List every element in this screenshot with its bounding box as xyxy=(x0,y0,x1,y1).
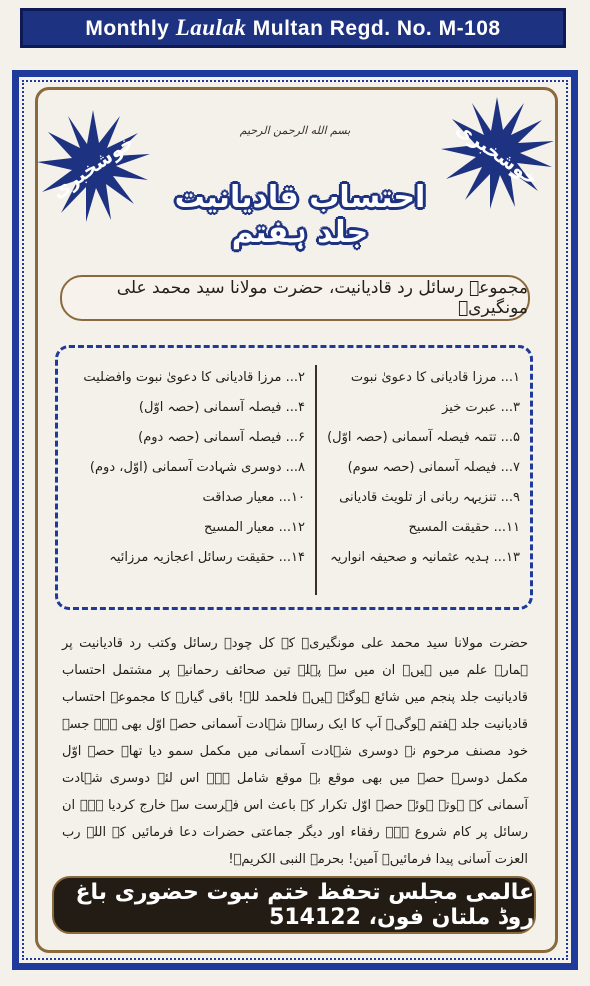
contents-item: ۱۳... ہدیہ عثمانیہ و صحیفہ انواریہ xyxy=(330,550,520,565)
masthead-bar xyxy=(20,8,566,48)
description-paragraph: حضرت مولانا سید محمد علی مونگیریؒ کے کل چودہ رسائل وکتب رد قادیانیت پر ہمارے علم میں ہیں۔ ان میں سے پہلے تین صحائف رحمانیہ پر مشتمل احتساب قادیانیت جلد پنجم میں شائع ہوگئے ہیں۔ فلحمد للہ! باقی گیارہ کا مجموعہ احتساب قادیانیت جلد ہفتم ہوگی۔ آپ کا ایک رسالہ شہادت آسمانی حصہ اوّل بھی ہے۔ جسے خود مصنف مرحوم نے دوسری شہادت آسمانی میں مکمل سمو دیا تھا۔ حصہ اوّل مکمل دوسرے حصہ میں بھی موقع بہ موقع شامل ہے۔ اس لئے دوسری شہادت آسمانی کے ہوتے ہوئے حصہ اوّل تکرار کے باعث اس فہرست سے خارج کردیا ہے۔ ان رسائل پر کام شروع ہے۔ رفقاء اور دیگر جماعتی حضرات دعا فرمائیں کہ اللہ رب العزت آسانی پیدا فرمائیں۔ آمین! بحرمۃ النبی الکریمؐ! xyxy=(62,636,528,867)
bismillah: بسم الله الرحمن الرحیم xyxy=(239,124,351,137)
badge-left-label: خوشخبری xyxy=(47,130,139,204)
contents-item: ۲... مرزا قادیانی کا دعویٰ نبوت وافضلیت xyxy=(83,370,305,385)
contents-item: ۴... فیصلہ آسمانی (حصہ اوّل) xyxy=(138,400,305,415)
contents-item: ۱۱... حقیقت المسیح xyxy=(408,520,520,535)
left-starburst-badge xyxy=(34,108,152,226)
contents-item: ۱... مرزا قادیانی کا دعویٰ نبوت xyxy=(350,370,520,385)
contents-item: ۱۰... معیار صداقت xyxy=(202,490,305,505)
contents-item: ۵... تتمہ فیصلہ آسمانی (حصہ اوّل) xyxy=(327,430,520,445)
masthead-text xyxy=(85,15,500,41)
right-starburst-badge xyxy=(438,95,556,213)
contents-item: ۹... تنزیہہ ربانی از تلویث قادیانی xyxy=(339,490,520,505)
book-title: احتساب قادیانیت جلد ہفتم xyxy=(174,180,426,250)
book-subtitle: مجموعہ رسائل رد قادیانیت، حضرت مولانا سید محمد علی مونگیریؒ xyxy=(60,275,530,321)
contents-item: ۱۲... معیار المسیح xyxy=(203,520,305,535)
badge-right-label: خوشخبری xyxy=(451,117,543,191)
masthead-suffix: Multan Regd. No. M-108 xyxy=(252,17,501,40)
contents-item: ۳... عبرت خیز xyxy=(442,400,520,415)
masthead-prefix: Monthly xyxy=(85,17,170,40)
contents-item: ۸... دوسری شہادت آسمانی (اوّل، دوم) xyxy=(89,460,305,475)
contents-item: ۷... فیصلہ آسمانی (حصہ سوم) xyxy=(347,460,520,475)
contents-item: ۶... فیصلہ آسمانی (حصہ دوم) xyxy=(138,430,305,445)
contents-right-column xyxy=(305,363,520,573)
contents-left-column xyxy=(85,363,305,573)
footer-address-banner: عالمی مجلس تحفظ ختم نبوت حضوری باغ روڈ ملتان فون، 514122 xyxy=(52,876,536,934)
masthead-brand: Laulak xyxy=(175,15,247,40)
contents-item: ۱۴... حقیقت رسائل اعجازیہ مرزائیہ xyxy=(109,550,305,565)
